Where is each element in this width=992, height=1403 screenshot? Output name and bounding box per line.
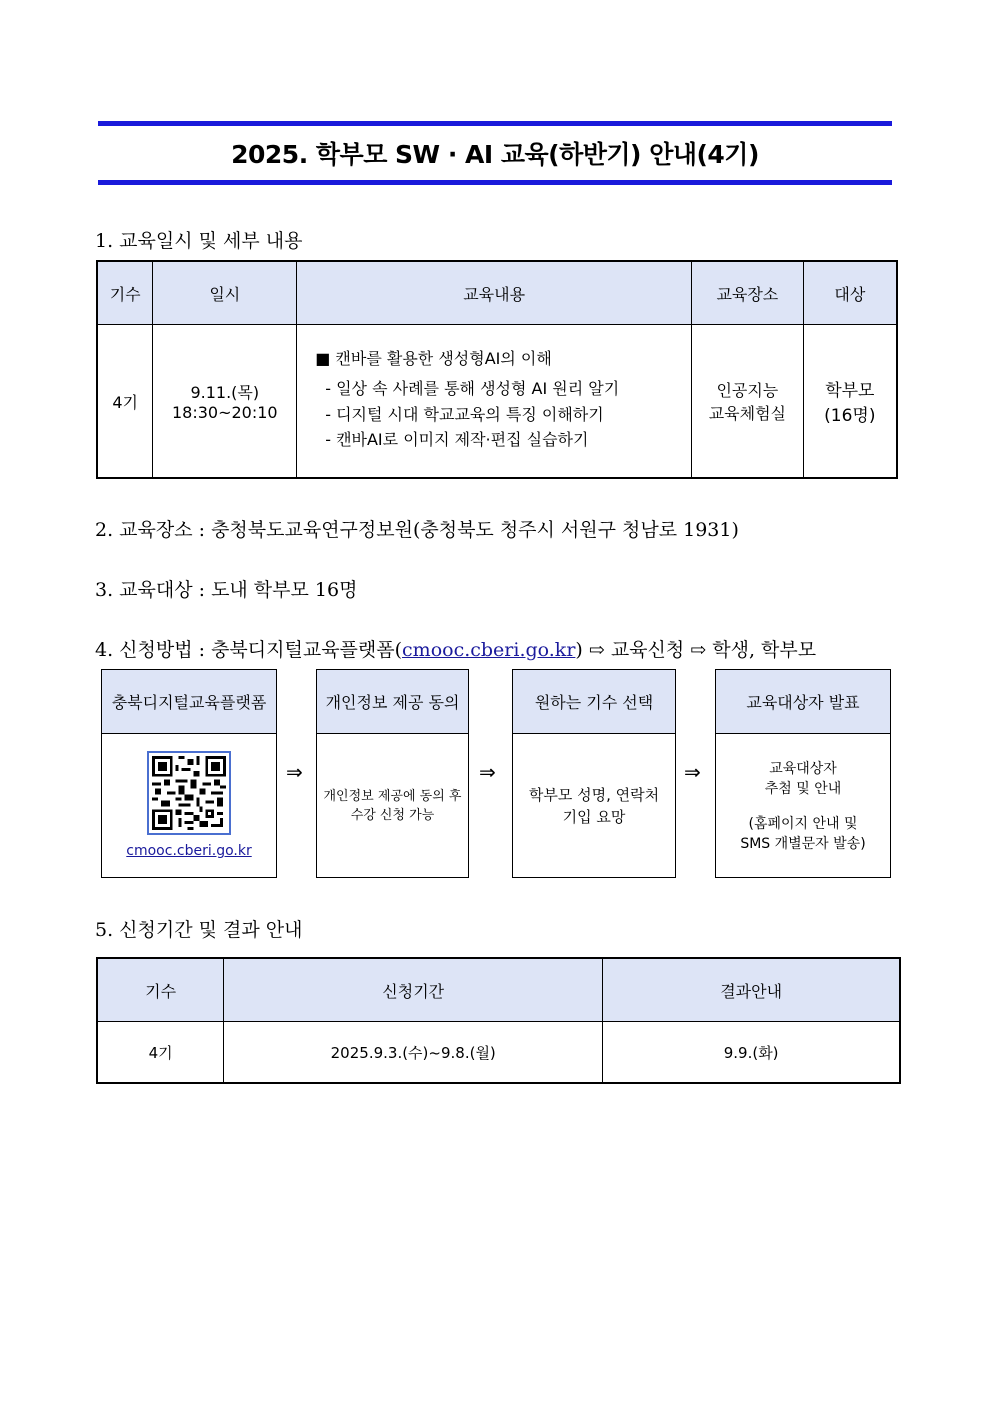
- page-title: 2025. 학부모 SW · AI 교육(하반기) 안내(4기): [231, 140, 759, 169]
- flow-arrow: ⇒: [684, 760, 701, 784]
- time-text: 18:30~20:10: [171, 403, 278, 422]
- application-row: [97, 1022, 900, 1084]
- flow-step-line: SMS 개별문자 발송): [740, 835, 866, 852]
- sub-bullet: - 캔바AI로 이미지 제작·편집 실습하기: [325, 430, 589, 450]
- section4-heading: [95, 635, 816, 662]
- flow-step-line: 추첨 및 안내: [764, 781, 842, 798]
- place-line1: 인공지능: [716, 381, 779, 400]
- flow-step-body: [102, 734, 276, 879]
- main-bullet: ■ 캔바를 활용한 생성형AI의 이해: [315, 349, 552, 369]
- qr-link[interactable]: cmooc.cberi.go.kr: [126, 843, 252, 860]
- platform-link[interactable]: cmooc.cberi.go.kr: [402, 639, 576, 661]
- flow-step-line: 기입 요망: [562, 807, 626, 826]
- flow-step-line: 교육대상자: [769, 760, 837, 777]
- flow-step-line: 개인정보 제공에 동의 후: [323, 788, 462, 804]
- term-cell: 4기: [97, 325, 153, 479]
- target-line2: (16명): [824, 406, 876, 426]
- flow-arrow: ⇒: [286, 760, 303, 784]
- flow-step-head: 개인정보 제공 동의: [317, 670, 468, 734]
- header-date: 일시: [153, 261, 297, 325]
- flow-arrow: ⇒: [479, 760, 496, 784]
- date-text: 9.11.(목): [190, 383, 260, 402]
- result-cell: 9.9.(화): [603, 1022, 900, 1084]
- header-place: 교육장소: [692, 261, 804, 325]
- header-period: 신청기간: [224, 958, 603, 1022]
- schedule-table: [96, 260, 898, 479]
- sub-bullet: - 디지털 시대 학교교육의 특징 이해하기: [325, 404, 604, 424]
- header-target: 대상: [803, 261, 897, 325]
- flow-step-line: 수강 신청 가능: [350, 807, 435, 823]
- flow-step-head: 원하는 기수 선택: [513, 670, 675, 734]
- flow-step-head: 교육대상자 발표: [716, 670, 890, 734]
- content-cell: [297, 325, 692, 479]
- header-result: 결과안내: [603, 958, 900, 1022]
- flow-step-select: [512, 669, 676, 878]
- application-table: [96, 957, 901, 1084]
- flow-step-announce: [715, 669, 891, 878]
- flow-step-consent: [316, 669, 469, 878]
- flow-step-line: 학부모 성명, 연락처: [528, 785, 660, 804]
- term-cell: 4기: [97, 1022, 224, 1084]
- flow-step-head: 충북디지털교육플랫폼: [102, 670, 276, 734]
- target-cell: [803, 325, 897, 479]
- flow-step-body: [716, 734, 890, 879]
- sub-bullet: - 일상 속 사례를 통해 생성형 AI 원리 알기: [325, 379, 620, 398]
- section5-heading: 5. 신청기간 및 결과 안내: [95, 919, 303, 941]
- section4-suffix: ) ⇨ 교육신청 ⇨ 학생, 학부모: [575, 639, 817, 661]
- flow-step-platform: [101, 669, 277, 878]
- target-line1: 학부모: [825, 381, 875, 401]
- place-cell: [692, 325, 804, 479]
- header-term: 기수: [97, 958, 224, 1022]
- header-term: 기수: [97, 261, 153, 325]
- schedule-header-row: [97, 261, 897, 325]
- schedule-row: [97, 325, 897, 479]
- header-content: 교육내용: [297, 261, 692, 325]
- application-header-row: [97, 958, 900, 1022]
- flow-step-body: [317, 734, 468, 879]
- qr-code-icon[interactable]: [147, 751, 231, 835]
- section1-heading: 1. 교육일시 및 세부 내용: [95, 230, 303, 252]
- date-cell: [153, 325, 297, 479]
- place-line2: 교육체험실: [708, 404, 786, 423]
- title-block: [98, 121, 892, 185]
- section2-text: 2. 교육장소 : 충청북도교육연구정보원(충청북도 청주시 서원구 청남로 1931): [95, 519, 739, 541]
- period-cell: 2025.9.3.(수)~9.8.(월): [224, 1022, 603, 1084]
- section3-text: 3. 교육대상 : 도내 학부모 16명: [95, 579, 358, 601]
- flow-step-line: (홈페이지 안내 및: [748, 815, 858, 832]
- section4-prefix: 4. 신청방법 : 충북디지털교육플랫폼(: [95, 639, 403, 661]
- flow-step-body: [513, 734, 675, 879]
